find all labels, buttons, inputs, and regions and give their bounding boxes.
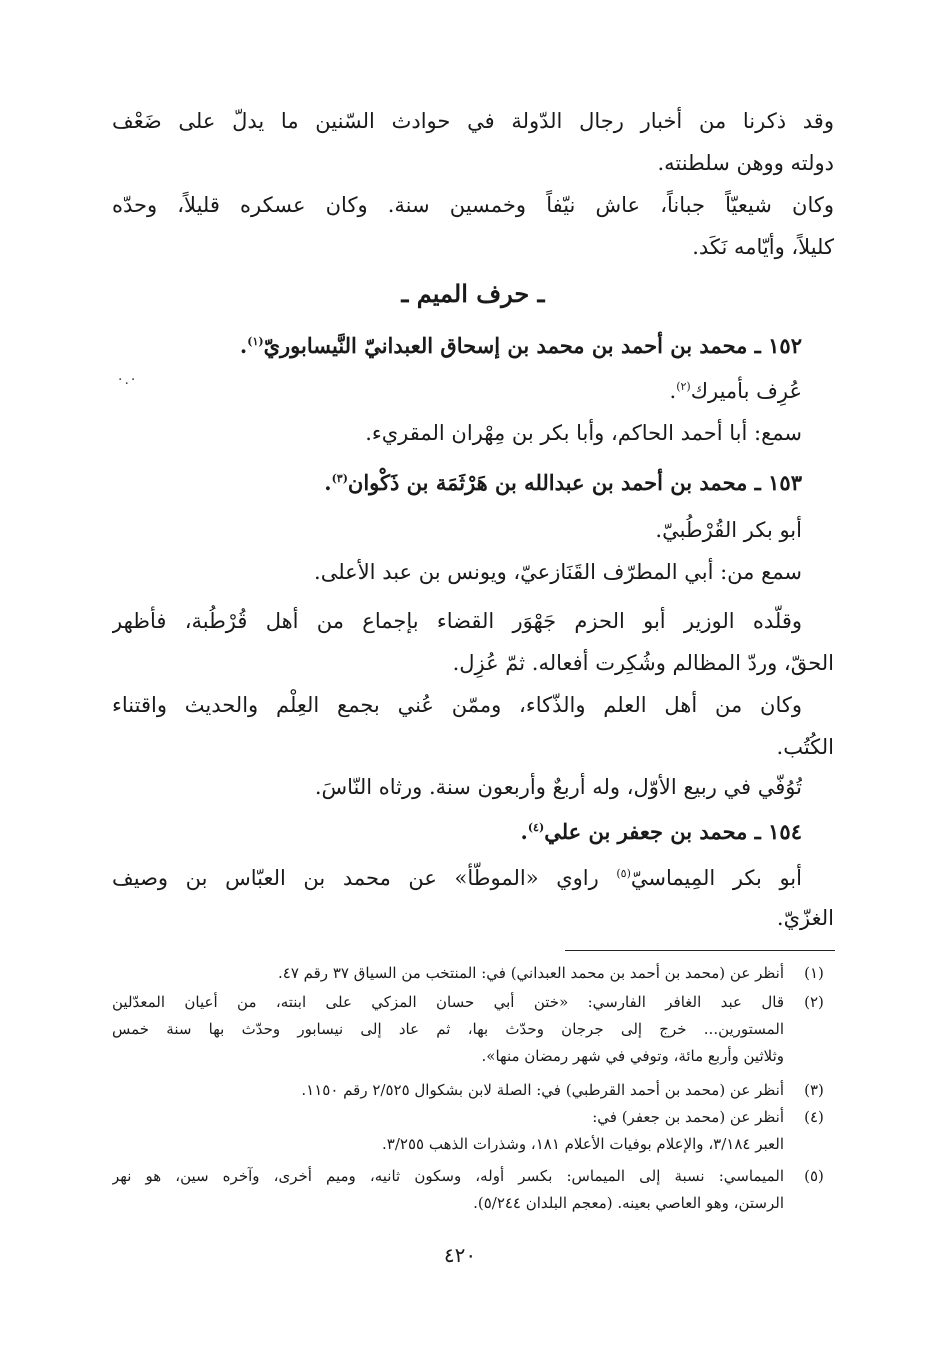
footnote-separator [565, 950, 835, 951]
footnote-number: (٢) [804, 993, 824, 1011]
footnote-5 [112, 1163, 834, 1189]
entry-152-heard-from: سمع: أبا أحمد الحاكم، وأبا بكر بن مِهْران المقريء. [365, 421, 802, 445]
entry-153-title: ١٥٣ ـ محمد بن أحمد بن عبدالله بن هَرْثَمَة بن ذَكْوان$^{(٣)}$. [324, 470, 802, 495]
footnote-4 [112, 1104, 834, 1130]
footnote-text: أنظر عن (محمد بن أحمد بن محمد العبداني) في: المنتخب من السياق ٣٧ رقم ٤٧. [277, 964, 784, 982]
footnote-4-cont [112, 1131, 834, 1157]
footnote-2 [112, 989, 834, 1015]
entry-154-line-2: الغزّيّ. [776, 906, 834, 930]
footnote-number: (٥) [804, 1167, 824, 1185]
footnote-ref-5[interactable]: (٥) [616, 867, 631, 880]
entry-152-title: ١٥٢ ـ محمد بن أحمد بن محمد بن إسحاق العبدانيّ النَّيسابوريّ$^{(١)}$. [239, 333, 802, 358]
body-line-4: كليلاً، وأيّامه نَكَد. [692, 235, 834, 259]
entry-153-line-6: الكُتُب. [776, 735, 834, 759]
entry-154-title: ١٥٤ ـ محمد بن جعفر بن علي$^{(٤)}$. [520, 819, 802, 844]
margin-mark: ·.· [118, 372, 138, 388]
footnote-text: الميماسي: نسبة إلى الميماس: بكسر أوله، وسكون ثانيه، وميم أخرى، وآخره سين، هو نهر [112, 1167, 784, 1185]
footnote-text: العبر ٣/١٨٤، والإعلام بوفيات الأعلام ١٨١، وشذرات الذهب ٣/٢٥٥. [382, 1135, 784, 1153]
footnote-text: أنظر عن (محمد بن جعفر) في: [592, 1108, 784, 1126]
footnote-2-cont-1 [112, 1016, 834, 1042]
footnote-ref-3[interactable]: (٣) [331, 472, 348, 485]
footnote-text: أنظر عن (محمد بن أحمد القرطبي) في: الصلة لابن بشكوال ٢/٥٢٥ رقم ١١٥٠. [301, 1081, 784, 1099]
entry-153-line-7: تُوُفّي في ربيع الأوّل، وله أربعٌ وأربعون سنة. ورثاه النّاسَ. [314, 775, 802, 799]
entry-153-kunya: أبو بكر القُرْطُبيّ. [655, 518, 802, 542]
footnote-text: الرستن، وهو العاصي بعينه. (معجم البلدان ٥/٢٤٤). [473, 1194, 784, 1212]
body-line-2: دولته ووهن سلطنته. [657, 151, 834, 175]
footnote-ref-4[interactable]: (٤) [527, 821, 545, 834]
footnote-3 [112, 1077, 834, 1103]
entry-152-nickname: عُرِف بأميرك$^{(٢)}$. [669, 379, 802, 403]
footnote-number: (١) [804, 964, 824, 982]
body-line-3: وكان شيعيّاً جباناً، عاش نيّفاً وخمسين سنة. وكان عسكره قليلاً، وحدّه [112, 193, 834, 217]
footnote-ref-1[interactable]: (١) [247, 335, 264, 348]
entry-153-line-4: الحقّ، وردّ المظالم وشُكِرت أفعاله. ثمّ عُزِل. [452, 651, 834, 675]
entry-153-heard-from: سمع من: أبي المطرّف القَنَازعيّ، ويونس بن عبد الأعلى. [314, 560, 802, 584]
footnote-2-cont-2 [112, 1043, 834, 1069]
entry-153-line-3: وقلّده الوزير أبو الحزم جَهْوَر القضاء بإجماع من أهل قُرْطُبة، فأظهر [112, 609, 802, 633]
footnote-text: وثلاثين وأربع مائة، وتوفي في شهر رمضان منها». [481, 1047, 784, 1065]
page-number: ٤٢٠ [443, 1243, 477, 1267]
footnote-text: المستورين... خرج إلى جرجان وحدّث بها، ثم عاد إلى نيسابور وحدّث بها سنة خمس [112, 1020, 784, 1038]
footnote-ref-2[interactable]: (٢) [676, 380, 691, 393]
footnote-text: قال عبد الغافر الفارسي: «ختن أبي حسان المزكي على ابنته، من أعيان المعدّلين [112, 993, 784, 1011]
footnote-number: (٣) [804, 1081, 824, 1099]
section-heading: ـ حرف الميم ـ [401, 279, 545, 308]
footnote-number: (٤) [804, 1108, 824, 1126]
footnote-5-cont [112, 1190, 834, 1216]
body-line-1: وقد ذكرنا من أخبار رجال الدّولة في حوادث السّنين ما يدلّ على ضَعْف [112, 109, 834, 133]
entry-154-line-1: أبو بكر المِيماسيّ$^{(٥)}$ راوي «الموطّأ» عن محمد بن العبّاس بن وصيف [112, 866, 802, 890]
footnote-1 [112, 960, 834, 986]
entry-153-line-5: وكان من أهل العلم والذّكاء، وممّن عُني بجمع العِلْم والحديث واقتناء [112, 693, 802, 717]
